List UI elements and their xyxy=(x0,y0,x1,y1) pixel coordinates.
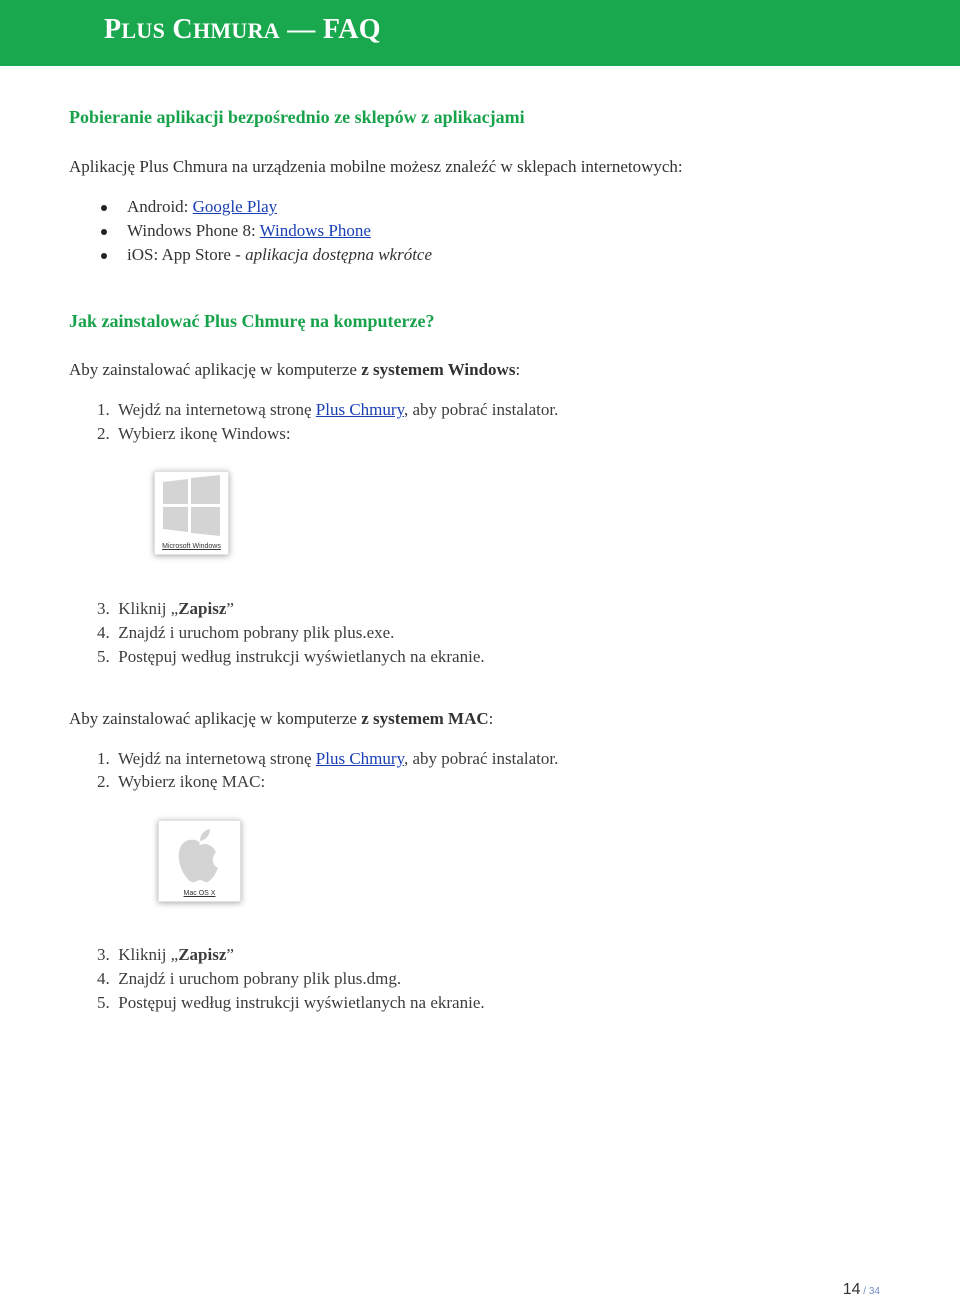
intro-suffix: : xyxy=(488,709,494,728)
step-text: ” xyxy=(226,945,234,964)
title-smallcaps-hmura: HMURA xyxy=(192,18,280,43)
step-text: Znajdź i uruchom pobrany plik plus.dmg. xyxy=(118,969,402,988)
intro-bold: z systemem Windows xyxy=(361,360,516,379)
windows-step-2 xyxy=(97,424,291,444)
mac-tile-caption: Mac OS X xyxy=(183,890,216,897)
step-number: 4. xyxy=(97,969,110,988)
windows-logo-icon xyxy=(155,472,228,542)
page-current: 14 xyxy=(842,1281,861,1298)
title-faq: — FAQ xyxy=(280,14,381,45)
step-text: Znajdź i uruchom pobrany plik plus.exe. xyxy=(118,623,395,642)
store-item-android xyxy=(127,197,277,217)
step-number: 3. xyxy=(97,945,110,964)
page-total: 34 xyxy=(868,1286,880,1297)
windows-step-3 xyxy=(97,599,234,619)
store-label: Android: xyxy=(127,197,193,216)
step-number: 2. xyxy=(97,772,110,791)
header-banner xyxy=(0,0,960,66)
intro-text: Aby zainstalować aplikację w komputerze xyxy=(69,709,362,728)
title-initial-p: P xyxy=(104,14,122,45)
store-item-windows-phone xyxy=(127,221,371,241)
step-number: 5. xyxy=(97,647,110,666)
title-smallcaps-lus: LUS xyxy=(121,18,166,43)
intro-text: Aby zainstalować aplikację w komputerze xyxy=(69,360,362,379)
step-text: , aby pobrać instalator. xyxy=(403,749,559,768)
bullet-dot xyxy=(101,205,107,211)
save-keyword: Zapisz xyxy=(178,599,227,618)
step-number: 3. xyxy=(97,599,110,618)
store-label: Windows Phone 8: xyxy=(127,221,260,240)
store-label: iOS: App Store - xyxy=(127,245,246,264)
page-number xyxy=(843,1281,880,1299)
mac-intro xyxy=(69,709,493,729)
bullet-dot xyxy=(101,229,107,235)
apple-logo-icon xyxy=(159,821,240,889)
step-number: 1. xyxy=(97,749,110,768)
download-heading: Pobieranie aplikacji bezpośrednio ze sklepów z aplikacjami xyxy=(69,107,525,127)
page-separator: / xyxy=(860,1286,869,1297)
step-text: Postępuj według instrukcji wyświetlanych na ekranie. xyxy=(118,647,485,666)
windows-step-4 xyxy=(97,623,394,643)
mac-step-5 xyxy=(97,993,485,1013)
save-keyword: Zapisz xyxy=(178,945,227,964)
mac-step-1 xyxy=(97,749,558,769)
step-text: Wybierz ikonę MAC: xyxy=(117,772,266,791)
step-text: Wejdź na internetową stronę xyxy=(117,749,316,768)
ios-availability-note: aplikacja dostępna wkrótce xyxy=(245,245,433,264)
title-initial-c: C xyxy=(172,14,193,45)
step-text: Wejdź na internetową stronę xyxy=(117,400,316,419)
step-text: Kliknij „ xyxy=(118,945,179,964)
mac-download-tile[interactable] xyxy=(158,820,241,902)
windows-tile-caption: Microsoft Windows xyxy=(162,543,221,550)
step-number: 2. xyxy=(97,424,110,443)
step-text: , aby pobrać instalator. xyxy=(403,400,559,419)
windows-phone-link[interactable]: Windows Phone xyxy=(259,221,371,240)
plus-chmury-link[interactable]: Plus Chmury xyxy=(315,749,404,768)
windows-download-tile[interactable] xyxy=(154,471,229,555)
mac-step-3 xyxy=(97,945,234,965)
step-number: 1. xyxy=(97,400,110,419)
page-title xyxy=(104,14,381,46)
intro-bold: z systemem MAC xyxy=(361,709,489,728)
intro-suffix: : xyxy=(515,360,521,379)
plus-chmury-link[interactable]: Plus Chmury xyxy=(315,400,404,419)
download-intro: Aplikację Plus Chmura na urządzenia mobilne możesz znaleźć w sklepach internetowych: xyxy=(69,157,683,176)
windows-step-5 xyxy=(97,647,485,667)
windows-step-1 xyxy=(97,400,558,420)
step-text: Wybierz ikonę Windows: xyxy=(117,424,291,443)
mac-step-4 xyxy=(97,969,401,989)
step-text: Postępuj według instrukcji wyświetlanych na ekranie. xyxy=(118,993,485,1012)
windows-intro xyxy=(69,360,520,380)
step-text: ” xyxy=(226,599,234,618)
install-heading: Jak zainstalować Plus Chmurę na komputerze? xyxy=(69,311,435,331)
store-item-ios xyxy=(127,245,432,265)
step-number: 4. xyxy=(97,623,110,642)
bullet-dot xyxy=(101,253,107,259)
mac-step-2 xyxy=(97,772,265,792)
step-text: Kliknij „ xyxy=(118,599,179,618)
step-number: 5. xyxy=(97,993,110,1012)
google-play-link[interactable]: Google Play xyxy=(192,197,278,216)
